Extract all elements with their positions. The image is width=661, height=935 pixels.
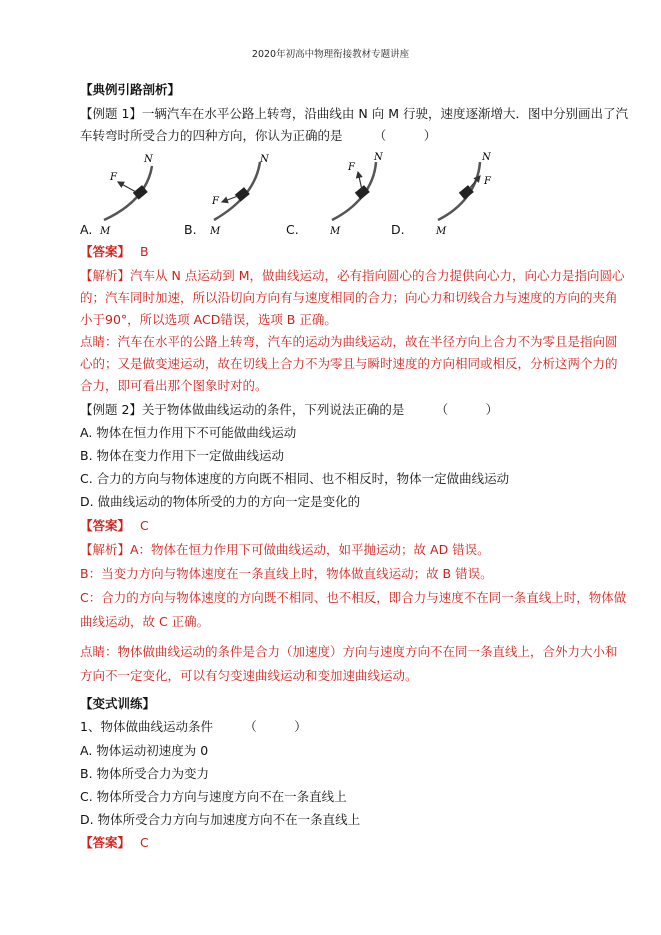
figure-b: [209, 154, 270, 237]
practice1-option-c: C. 物体所受合力方向与速度方向不在一条直线上: [80, 789, 347, 804]
example1-analysis-line1: 【解析】汽车从 N 点运动到 M，做曲线运动，必有指向圆心的合力提供向心力，向心力是指向圆心: [80, 268, 625, 283]
answer-value: C: [140, 835, 149, 850]
example1-analysis-line2: 的；汽车同时加速，所以沿切向方向有与速度相同的合力；向心力和切线合力与速度的方向的夹角: [80, 290, 618, 305]
option-a-label: A.: [80, 222, 93, 237]
label-n-c: N: [374, 152, 383, 163]
label-m-b: M: [210, 226, 221, 237]
example2-option-c: C. 合力的方向与物体速度的方向既不相同、也不相反时，物体一定做曲线运动: [80, 471, 510, 486]
example2-answer: [80, 518, 149, 534]
option-b-label: B.: [184, 222, 197, 237]
answer-tag: 【答案】: [80, 244, 131, 259]
figure-c: [329, 152, 384, 237]
example2-option-a: A. 物体在恒力作用下不可能做曲线运动: [80, 425, 297, 440]
example1-question-line2: 车转弯时所受合力的四种方向，你认为正确的是 （ ）: [80, 128, 437, 143]
example1-tip-line3: 合力，即可看出那个图象时对的。: [80, 378, 268, 393]
section-heading-practice: 【变式训练】: [80, 696, 156, 711]
example2-tip-line1: 点睛：物体做曲线运动的条件是合力（加速度）方向与速度方向不在同一条直线上，合外力大小和: [80, 644, 618, 659]
label-n-a: N: [144, 154, 153, 165]
example2-analysis-line1: 【解析】A：物体在恒力作用下可做曲线运动，如平抛运动；故 AD 错误。: [80, 542, 490, 557]
answer-tag: 【答案】: [80, 518, 131, 533]
answer-tag: 【答案】: [80, 835, 131, 850]
label-n-d: N: [482, 152, 491, 163]
example2-analysis-line3: C：合力的方向与物体速度的方向既不相同、也不相反，即合力与速度不在同一条直线上时，物体做: [80, 590, 627, 605]
label-m-c: M: [330, 226, 341, 237]
example1-answer: [80, 244, 149, 260]
option-d-label: D.: [391, 222, 405, 237]
example2-option-d: D. 做曲线运动的物体所受的力的方向一定是变化的: [80, 494, 361, 509]
label-f-c: F: [348, 162, 355, 173]
answer-value: C: [140, 518, 149, 533]
example1-tip-line1: 点睛：汽车在水平的公路上转弯，汽车的运动为曲线运动，故在半径方向上合力不为零且是指向圆: [80, 334, 618, 349]
example2-analysis-line4: 曲线运动，故 C 正确。: [80, 614, 210, 629]
example2-option-b: B. 物体在变力作用下一定做曲线运动: [80, 448, 285, 463]
label-n-b: N: [260, 154, 269, 165]
page-header: 2020年初高中物理衔接教材专题讲座: [251, 49, 410, 60]
option-c-label: C.: [286, 222, 299, 237]
answer-value: B: [140, 244, 149, 259]
practice1-option-a: A. 物体运动初速度为 0: [80, 743, 209, 758]
label-f-d: F: [484, 176, 491, 187]
practice1-option-d: D. 物体所受合力方向与加速度方向不在一条直线上: [80, 812, 361, 827]
example1-question-line1: 【例题 1】一辆汽车在水平公路上转弯，沿曲线由 N 向 M 行驶，速度逐渐增大．图中分别画出了汽: [80, 106, 628, 121]
practice1-question: 1、物体做曲线运动条件 （ ）: [80, 719, 307, 734]
label-f-b: F: [212, 196, 219, 207]
example1-tip-line2: 心的；又是做变速运动，故在切线上合力不为零且与瞬时速度的方向相同或相反，分析这两个力的: [80, 356, 618, 371]
example2-analysis-line2: B：当变力方向与物体速度在一条直线上时，物体做直线运动；故 B 错误。: [80, 566, 493, 581]
force-direction-diagrams: [80, 146, 600, 238]
section-heading-examples: 【典例引路剖析】: [80, 82, 181, 97]
figure-d: [435, 152, 492, 237]
example1-analysis-line3: 小于90°，所以选项 ACD错误，选项 B 正确。: [80, 312, 337, 327]
practice1-option-b: B. 物体所受合力为变力: [80, 766, 210, 781]
example1-figures: [80, 146, 600, 238]
label-m-a: M: [100, 226, 111, 237]
example2-tip-line2: 方向不一定变化，可以有匀变速曲线运动和变加速曲线运动。: [80, 668, 418, 683]
label-f-a: F: [110, 172, 117, 183]
label-m-d: M: [436, 226, 447, 237]
figure-a: [99, 154, 154, 237]
example2-question: 【例题 2】关于物体做曲线运动的条件，下列说法正确的是 （ ）: [80, 402, 499, 417]
practice1-answer: [80, 835, 149, 851]
